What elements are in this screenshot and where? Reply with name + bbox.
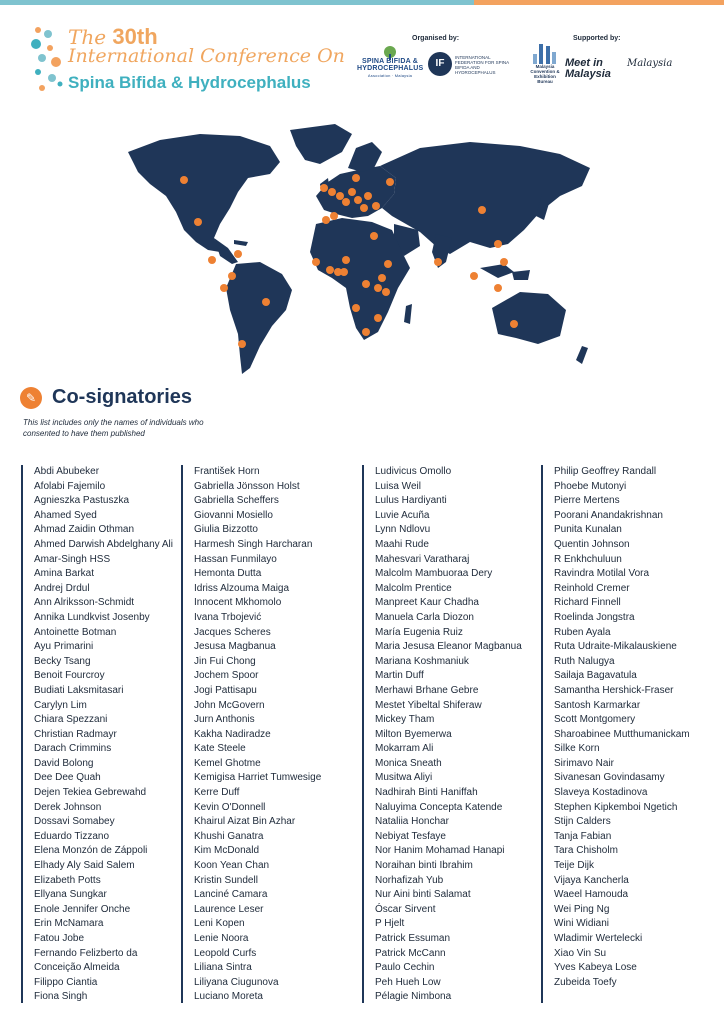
signatory-name: Giovanni Mosiello [194,509,273,521]
signatory-name: Giulia Bizzotto [194,524,258,536]
pencil-icon: ✎ [20,387,42,409]
sbh-logo-text: SPINA BIFIDA & HYDROCEPHALUS Association · Malaysia [357,58,424,78]
map-marker [326,266,334,274]
signatory-name: Mahesvari Varatharaj [375,553,470,565]
signatory-name: Pierre Mertens [554,495,620,507]
conference-title-line1: The 30th [68,24,158,49]
map-marker [228,272,236,280]
signatory-name: Pélagie Nimbona [375,991,452,1003]
signatory-name: Manuela Carla Diozon [375,611,474,623]
world-map [120,112,600,392]
signatory-name: Roelinda Jongstra [554,611,635,623]
signatory-name: Harmesh Singh Harcharan [194,538,313,550]
signatory-name: Fernando Felizberto da [34,947,138,959]
signatory-name: Ellyana Sungkar [34,889,107,901]
signatory-name: Martin Duff [375,670,424,682]
signatory-name: Conceição Almeida [34,962,120,974]
map-marker [234,250,242,258]
signatory-name: Wladimir Wertelecki [554,933,643,944]
signatory-name: Wini Widiani [554,918,610,930]
signatory-name: Mickey Tham [375,714,435,726]
signatory-name: Hemonta Dutta [194,568,262,580]
map-marker [352,304,360,312]
top-accent-bar [474,0,724,5]
signatory-name: Jogi Pattisapu [194,684,257,696]
signatory-name: Lanciné Camara [194,889,268,901]
signatory-name: Musitwa Aliyi [375,772,433,784]
map-marker [500,258,508,266]
signatory-name: Maria Jesusa Eleanor Magbanua [375,641,522,653]
signatory-name: Peh Hueh Low [375,976,441,988]
signatory-name: Phoebe Mutonyi [554,480,627,492]
signatory-name: Silke Korn [554,743,600,755]
signatory-name: R Enkhchuluun [554,553,622,565]
signatory-name: Tanja Fabian [554,830,612,842]
map-marker [470,272,478,280]
signatory-name: Wei Ping Ng [554,903,610,915]
signatory-name: Naluyima Concepta Katende [375,801,503,813]
signatory-name: Samantha Hershick-Fraser [554,684,674,696]
signatory-name: Kate Steele [194,743,246,755]
signatory-name: Yves Kabeya Lose [554,962,637,974]
map-marker [220,284,228,292]
signatory-name: Kemel Ghotme [194,757,261,769]
supported-by-label: Supported by: [573,35,621,42]
signatory-name: Sharoabinee Mutthumanickam [554,728,690,740]
map-marker [180,176,188,184]
signatory-name: Leopold Curfs [194,947,257,959]
signatory-name: Stephen Kipkemboi Ngetich [554,801,678,813]
meet-in-malaysia-logo: Meet in Malaysia [565,57,611,80]
signatory-name: Teije Dijk [554,860,595,872]
signatory-name: Vijaya Kancherla [554,874,629,886]
signatory-name: Philip Geoffrey Randall [554,466,657,477]
signatory-name: Ruth Nalugya [554,655,615,667]
signatory-name: Nebiyat Tesfaye [375,830,446,842]
continents [128,124,590,374]
signatory-name: Amar-Singh HSS [34,553,111,565]
signatory-name: Ivana Trbojević [194,611,262,623]
map-marker [362,280,370,288]
signatory-name: Darach Crimmins [34,743,112,755]
signatory-name: Antoinette Botman [34,626,117,638]
signatory-name: Benoit Fourcroy [34,670,105,682]
signatory-name: Derek Johnson [34,801,102,813]
conference-title-line2: International Conference On [68,45,345,67]
signatory-name: Maahi Rude [375,538,429,550]
signatory-name: Quentin Johnson [554,538,630,550]
myceb-logo [527,42,563,82]
signatory-name: Ludivicus Omollo [375,466,452,477]
signatory-name: Lynn Ndlovu [375,524,431,536]
signatory-name: Luisa Weil [375,480,421,492]
signatory-name: John McGovern [194,699,265,711]
signatory-name: Budiati Laksmitasari [34,684,124,696]
signatory-name: Chiara Spezzani [34,714,108,726]
signatory-name: Laurence Leser [194,903,264,915]
map-marker [362,328,370,336]
map-marker [374,314,382,322]
map-marker [364,192,372,200]
signatory-name: Ruta Udraite-Mikalauskiene [554,641,677,653]
signatory-name: Amina Barkat [34,568,95,580]
signatory-name: Elhady Aly Said Salem [34,860,135,872]
malaysia-tourism-logo: Malaysia [627,58,673,69]
signatory-name: Jin Fui Chong [194,655,256,667]
signatory-name: Fiona Singh [34,991,88,1003]
map-marker [194,218,202,226]
signatory-name: Punita Kunalan [554,524,622,536]
signatory-name: Hassan Funmilayo [194,553,277,565]
organised-by-label: Organised by: [412,35,460,42]
map-marker [312,258,320,266]
signatory-name: Leni Kopen [194,918,245,930]
signatory-name: Nadhirah Binti Haniffah [375,787,478,799]
signatory-name: Slaveya Kostadinova [554,787,648,799]
signatory-name: Eduardo Tizzano [34,830,110,842]
signatory-name: Annika Lundkvist Josenby [34,611,150,623]
signatory-name: Sivanesan Govindasamy [554,772,665,784]
signatory-name: Noraihan binti Ibrahim [375,860,473,872]
signatory-name: Abdi Abubeker [34,466,100,477]
signatory-name: Erin McNamara [34,918,104,930]
sbh-association-logo [357,46,423,76]
signatory-name: Kakha Nadiradze [194,728,271,740]
signatory-name: Afolabi Fajemilo [34,480,106,492]
map-marker [494,240,502,248]
map-marker [370,232,378,240]
signatory-name: Dejen Tekiea Gebrewahd [34,787,147,799]
signatory-name: Liliana Sintra [194,962,252,974]
map-marker [322,216,330,224]
map-marker [262,298,270,306]
signatory-name: Santosh Karmarkar [554,699,641,711]
signatory-name: Kristin Sundell [194,874,258,886]
signatory-name: Paulo Cechin [375,962,435,974]
conference-logo-dots [28,22,68,97]
names-column-3 [362,465,522,1003]
map-marker [374,284,382,292]
signatory-name: František Horn [194,466,260,477]
signatory-name: P Hjelt [375,918,405,930]
signatory-name: Kemigisa Harriet Tumwesige [194,772,322,784]
signatory-name: Waeel Hamouda [554,889,629,901]
signatory-name: Jurn Anthonis [194,714,255,726]
names-column-1 [21,465,173,1003]
signatory-name: Andrej Drdul [34,582,90,594]
map-marker [478,206,486,214]
signatory-name: Sailaja Bagavatula [554,670,637,682]
signatory-name: Enole Jennifer Onche [34,903,131,915]
map-marker [372,202,380,210]
signatory-name: Ahmed Darwish Abdelghany Ali [34,538,173,550]
names-column-4 [541,465,690,1003]
map-marker [340,268,348,276]
signatory-name: Óscar Sirvent [375,903,436,915]
signatory-name: Malcolm Prentice [375,582,452,594]
map-marker [208,256,216,264]
signatory-name: Koon Yean Chan [194,860,270,872]
map-marker [330,212,338,220]
signatory-name: Jochem Spoor [194,670,259,682]
map-marker [342,256,350,264]
signatory-name: Nataliia Honchar [375,816,449,828]
signatory-name: David Bolong [34,757,94,769]
signatory-name: Becky Tsang [34,655,91,667]
signatory-name: Gabriella Jönsson Holst [194,480,300,492]
map-marker [352,174,360,182]
map-marker [348,188,356,196]
signatory-name: Dee Dee Quah [34,772,101,784]
map-marker [354,196,362,204]
map-marker [384,260,392,268]
map-marker [386,178,394,186]
map-marker [238,340,246,348]
signatory-name: Jacques Scheres [194,626,271,638]
signatory-name: Khairul Aizat Bin Azhar [194,816,296,828]
myceb-logo-text: Malaysia Convention & Exhibition Bureau [530,64,560,84]
signatory-name: Poorani Anandakrishnan [554,509,663,521]
signatory-name: Lulus Hardiyanti [375,495,447,507]
signatory-name: Malcolm Mambuoraa Dery [375,568,493,580]
ifsbh-mark: IF [428,52,452,76]
signatory-name: Monica Sneath [375,757,442,769]
ifsbh-logo [428,52,518,76]
signatory-name: Kevin O'Donnell [194,801,266,813]
map-marker [320,184,328,192]
skyline-icon [527,42,563,64]
signatory-name: Mestet Yibeltal Shiferaw [375,699,482,711]
map-marker [336,192,344,200]
signatory-name: Luciano Moreta [194,991,263,1003]
signatory-name: Dossavi Somabey [34,816,115,828]
signatory-name: Lenie Noora [194,933,249,944]
signatory-name: Reinhold Cremer [554,582,630,594]
map-marker [382,288,390,296]
map-marker [342,198,350,206]
signatory-name: Jesusa Magbanua [194,641,276,653]
signatory-name: Idriss Alzouma Maiga [194,582,290,594]
signatory-name: Luvie Acuña [375,509,430,521]
signatory-name: Ahmad Zaidin Othman [34,524,135,536]
signatory-name: Elizabeth Potts [34,874,101,886]
signatory-name: Filippo Ciantia [34,976,98,988]
map-marker [494,284,502,292]
signatory-name: Nor Hanim Mohamad Hanapi [375,845,505,857]
signatory-name: Ruben Ayala [554,626,611,638]
signatory-name: Christian Radmayr [34,728,117,740]
section-note: This list includes only the names of individuals who consented to have them published [23,418,204,438]
signatory-name: Stijn Calders [554,816,611,828]
map-marker [378,274,386,282]
signatory-name: Mokarram Ali [375,743,434,755]
signatory-name: Liliyana Ciugunova [194,976,279,988]
signatory-name: Norhafizah Yub [375,874,444,886]
signatory-name: Manpreet Kaur Chadha [375,597,479,609]
signatory-name: Richard Finnell [554,597,621,609]
ifsbh-logo-text: INTERNATIONAL FEDERATION FOR SPINA BIFIDA AND HYDROCEPHALUS [455,55,509,75]
signatory-name: Kerre Duff [194,787,240,799]
signatory-name: Fatou Jobe [34,933,85,944]
map-marker [328,188,336,196]
signatory-name: María Eugenia Ruiz [375,626,463,638]
signatory-name: Zubeida Toefy [554,976,617,988]
map-marker [360,204,368,212]
section-title: Co-signatories [52,386,193,408]
signatory-name: Tara Chisholm [554,845,618,857]
signatory-name: Sirimavo Nair [554,757,615,769]
signatory-name: Ahamed Syed [34,509,97,521]
names-column-2 [181,465,321,1003]
map-marker [434,258,442,266]
signatory-name: Ravindra Motilal Vora [554,568,650,580]
signatory-name: Khushi Ganatra [194,830,264,842]
signatory-name: Ann Alriksson-Schmidt [34,597,135,609]
signatory-name: Patrick McCann [375,947,446,959]
map-marker [510,320,518,328]
signatory-name: Patrick Essuman [375,933,451,944]
signatory-name: Milton Byemerwa [375,728,452,740]
signatory-name: Ayu Primarini [34,641,94,653]
signatory-name: Xiao Vin Su [554,947,607,959]
signatory-name: Scott Montgomery [554,714,636,726]
signatory-name: Nur Aini binti Salamat [375,889,471,901]
signatory-name: Agnieszka Pastuszka [34,495,130,507]
signatory-name: Innocent Mkhomolo [194,597,282,609]
signatory-name: Gabriella Scheffers [194,495,279,507]
signatory-name: Mariana Koshmaniuk [375,655,469,667]
signatory-name: Carylyn Lim [34,699,87,711]
signatory-name: Merhawi Brhane Gebre [375,684,479,696]
signatory-name: Kim McDonald [194,845,260,857]
conference-title-line3: Spina Bifida & Hydrocephalus [68,73,311,92]
signatory-name: Elena Monzón de Záppoli [34,845,148,857]
